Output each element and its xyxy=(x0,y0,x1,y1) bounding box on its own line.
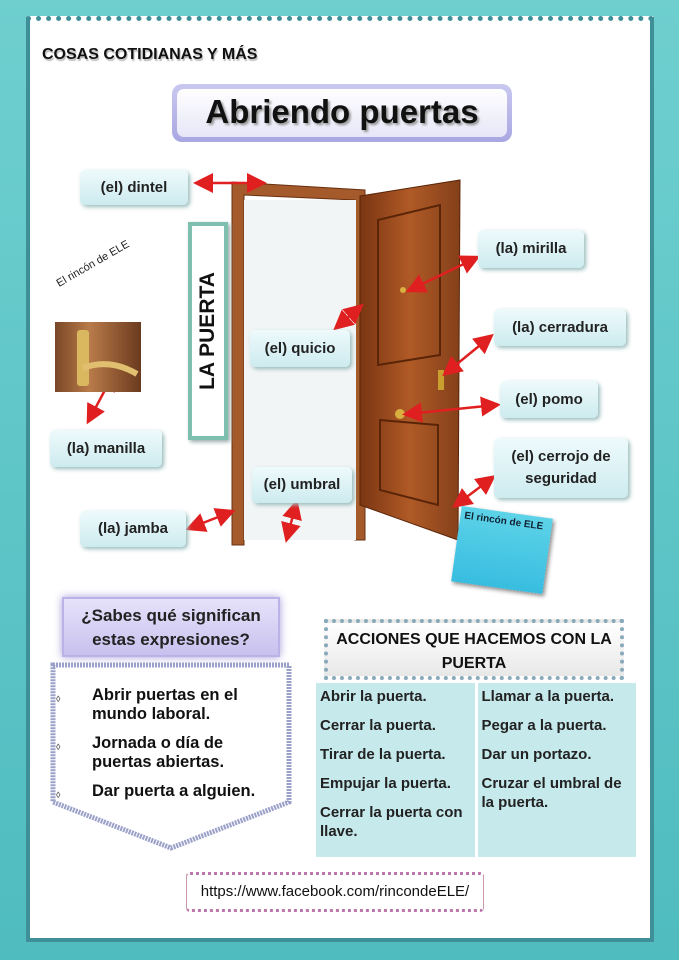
label-mirilla: (la) mirilla xyxy=(478,230,584,268)
actions-column-left xyxy=(316,683,475,857)
label-quicio: (el) quicio xyxy=(250,330,350,367)
label-manilla: (la) manilla xyxy=(50,430,162,467)
facebook-link[interactable]: https://www.facebook.com/rincondeELE/ xyxy=(186,872,484,912)
action-item: Cerrar la puerta. xyxy=(320,717,436,734)
bullet-icon: ◊ xyxy=(56,790,61,800)
peephole xyxy=(400,287,406,293)
knob xyxy=(395,409,405,419)
arrow-jamba xyxy=(190,512,231,528)
actions-column-right xyxy=(478,683,637,857)
expression-item: ◊ Jornada o día de puertas abiertas. xyxy=(56,734,225,771)
door-handle-photo xyxy=(55,322,141,392)
label-cerrojo: (el) cerrojo de seguridad xyxy=(494,438,628,498)
bullet-icon: ◊ xyxy=(56,742,61,752)
label-umbral: (el) umbral xyxy=(252,467,352,503)
watermark-text: El rincón de ELE xyxy=(54,238,132,290)
action-item: Empujar la puerta. xyxy=(320,775,451,792)
action-item: Dar un portazo. xyxy=(481,746,592,763)
label-pomo: (el) pomo xyxy=(500,381,598,418)
action-item: Abrir la puerta. xyxy=(320,688,427,705)
action-item: Cerrar la puerta con llave. xyxy=(320,804,463,840)
expression-item: ◊ Abrir puertas en el mundo laboral. xyxy=(56,686,238,723)
actions-table xyxy=(316,683,636,857)
page-title: Abriendo puertas xyxy=(177,89,507,137)
expression-item: ◊ Dar puerta a alguien. xyxy=(62,782,282,801)
action-item: Llamar a la puerta. xyxy=(481,688,615,705)
question-box: ¿Sabes qué significan estas expresiones? xyxy=(62,597,280,657)
action-item: Tirar de la puerta. xyxy=(320,746,446,763)
logo: El rincón de ELE xyxy=(451,506,553,594)
arrow-cerrojo xyxy=(456,478,492,505)
label-dintel: (el) dintel xyxy=(80,170,188,205)
door-panel xyxy=(360,180,460,540)
label-jamba: (la) jamba xyxy=(80,511,186,547)
bullet-icon: ◊ xyxy=(56,694,61,704)
action-item: Cruzar el umbral de la puerta. xyxy=(481,775,622,811)
expressions-list xyxy=(56,686,282,811)
series-title: COSAS COTIDIANAS Y MÁS xyxy=(42,46,258,63)
action-item: Pegar a la puerta. xyxy=(481,717,607,734)
vertical-label: LA PUERTA xyxy=(196,272,220,390)
vertical-label-box xyxy=(188,222,228,440)
label-cerradura: (la) cerradura xyxy=(494,309,626,346)
actions-title: ACCIONES QUE HACEMOS CON LA PUERTA xyxy=(324,619,624,680)
